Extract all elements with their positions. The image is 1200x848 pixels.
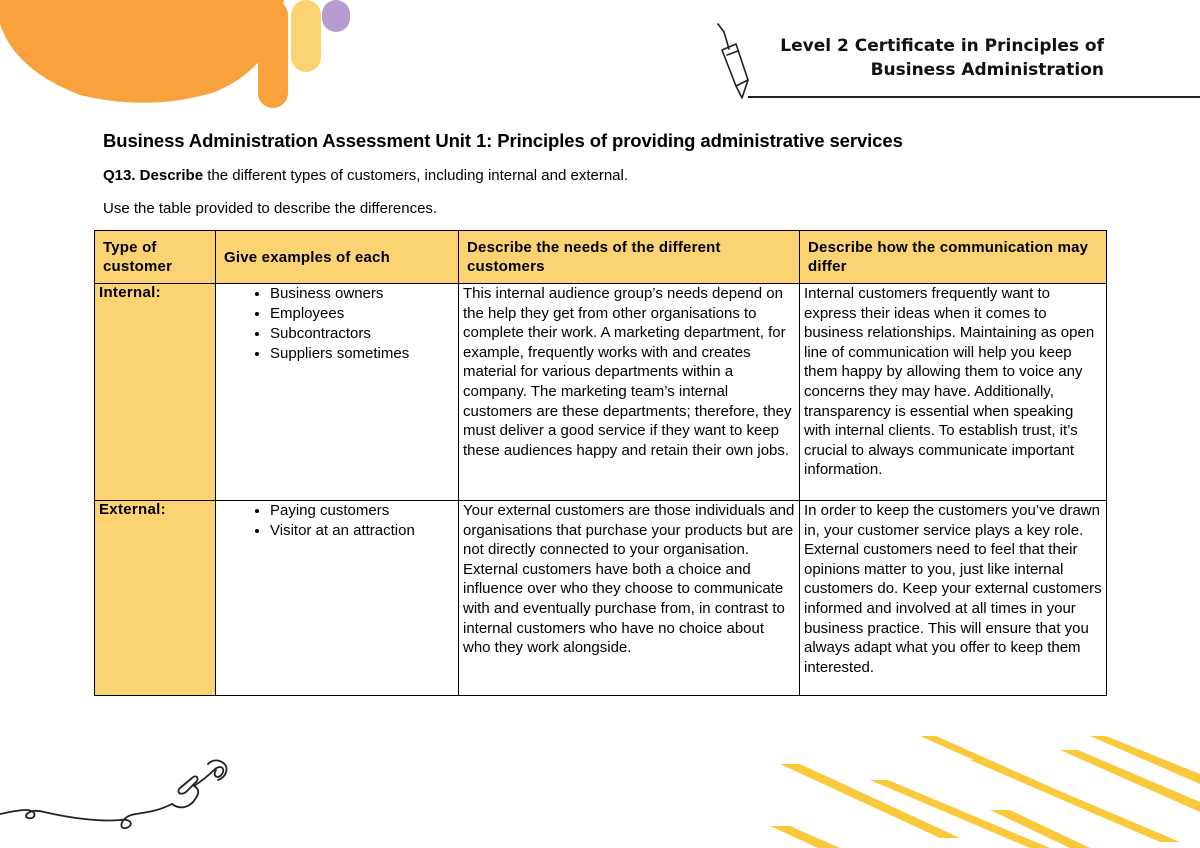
examples-cell	[216, 284, 459, 501]
question-label: Q13. Describe	[103, 167, 204, 184]
column-header-needs: Describe the needs of the different customers	[459, 231, 800, 284]
communication-cell: Internal customers frequently want to express their ideas when it comes to business relationships. Maintaining as open line of communication will help you keep them happy by allowing them to voice any concerns they may have. Additionally, transparency is essential when speaking with internal clients. To establish trust, it’s crucial to always communicate important information.	[800, 284, 1107, 501]
examples-cell	[216, 501, 459, 696]
column-header-type: Type of customer	[95, 231, 216, 284]
list-item: • Employees	[270, 304, 454, 324]
list-item: • Visitor at an attraction	[270, 521, 454, 541]
list-item: • Paying customers	[270, 501, 454, 521]
list-item: • Subcontractors	[270, 324, 454, 344]
document-title: Business Administration Assessment Unit 1: Principles of providing administrative services	[103, 130, 903, 151]
question-body: the different types of customers, including internal and external.	[203, 167, 629, 184]
yellow-stripes-decoration	[760, 730, 1200, 848]
communication-cell: In order to keep the customers you’ve drawn in, your customer service plays a key role. External customers need to feel that their opinions matter to you, just like internal customers do. Keep your external customers informed and involved at all times in your business practice. This will ensure that you always adapt what you offer to keep them interested.	[800, 501, 1107, 696]
needs-cell: Your external customers are those individuals and organisations that purchase your products but are not directly connected to your organisation. External customers have both a choice and influence over who they choose to communicate with and eventually purchase from, in contrast to internal customers who have no choice about who they work alongside.	[459, 501, 800, 696]
customer-type-internal: Internal:	[95, 284, 216, 501]
customer-type-external: External:	[95, 501, 216, 696]
column-header-examples: Give examples of each	[216, 231, 459, 284]
examples-list	[220, 501, 454, 541]
customer-types-table	[94, 230, 1107, 696]
list-item: • Business owners	[270, 284, 454, 304]
column-header-communication: Describe how the communication may differ	[800, 231, 1107, 284]
instruction-text: Use the table provided to describe the differences.	[103, 200, 438, 217]
orange-blob-decoration	[0, 0, 360, 110]
table-row	[95, 501, 1107, 696]
list-item: • Suppliers sometimes	[270, 344, 454, 364]
header-title-line-2: Business Administration	[870, 60, 1104, 80]
table-header-row	[95, 231, 1107, 284]
header-title	[780, 34, 1104, 82]
examples-list	[220, 284, 454, 364]
pen-icon	[712, 22, 752, 100]
needs-cell: This internal audience group’s needs depend on the help they get from other organisations to complete their work. A marketing department, for example, frequently works with and creates material for various departments within a company. The marketing team’s internal customers are these departments; therefore, they must deliver a good service if they want to keep these audiences happy and retain their own jobs.	[459, 284, 800, 501]
telephone-icon	[0, 752, 240, 842]
header-divider	[748, 96, 1200, 98]
table-row	[95, 284, 1107, 501]
question-text	[103, 167, 628, 184]
header-title-line-1: Level 2 Certificate in Principles of	[780, 36, 1104, 56]
